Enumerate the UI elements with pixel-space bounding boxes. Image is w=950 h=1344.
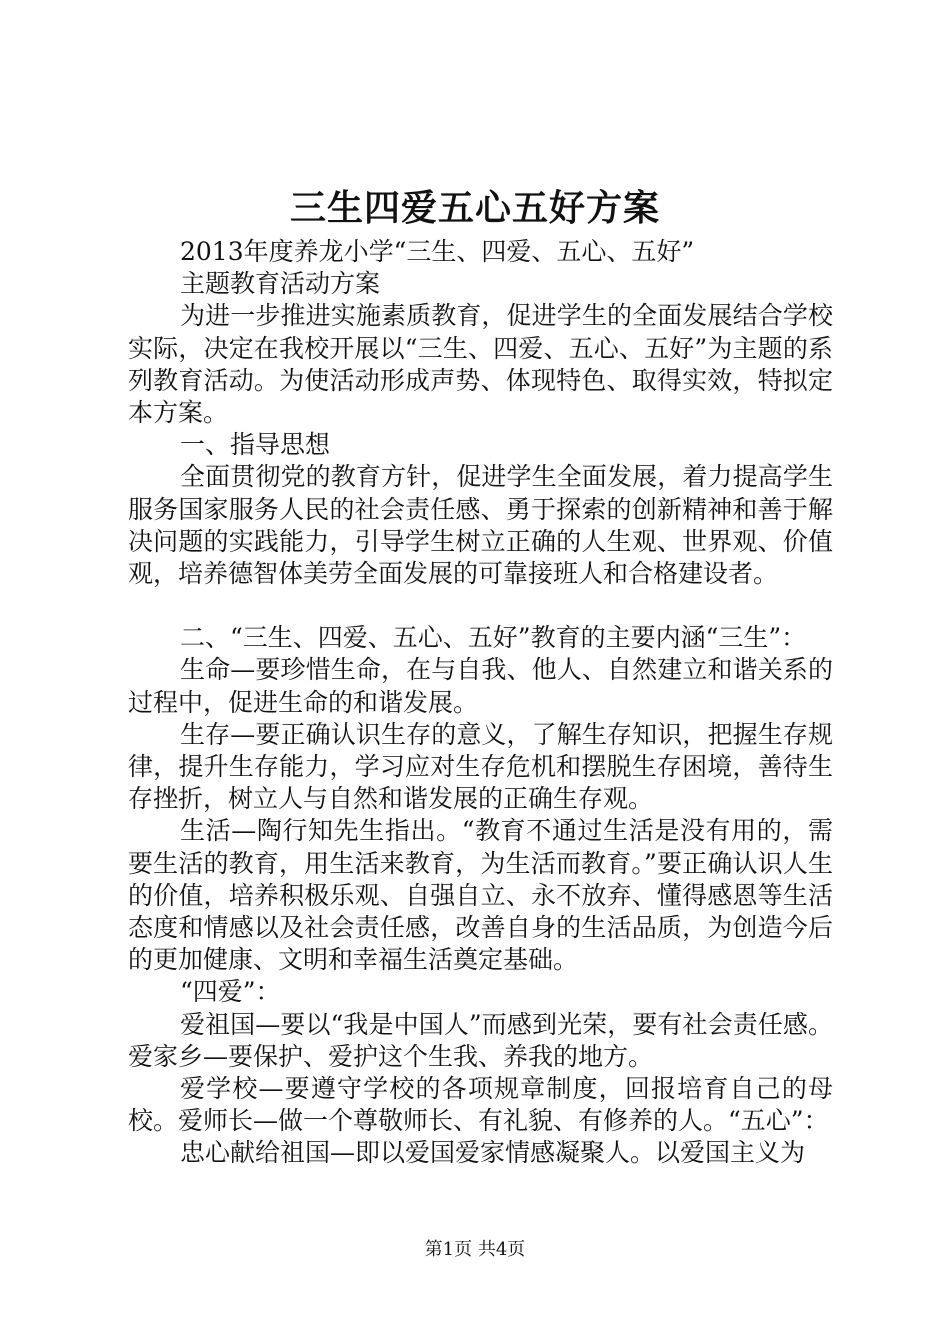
page-footer: 第1页 共4页 — [424, 1239, 526, 1260]
document-title: 三生四爱五心五好方案 — [289, 187, 660, 229]
section-heading-main-content: 二、“三生、四爱、五心、五好”教育的主要内涵“三生”： — [180, 623, 807, 653]
heading-four-loves: “四爱”： — [180, 977, 281, 1007]
intro-paragraph: 为进一步推进实施素质教育，促进学生的全面发展结合学校实际，决定在我校开展以“三生、四爱、五心、五好”为主题的系列教育活动。为使活动形成声势、体现特色、取得实效，特拟定本方案。 — [128, 301, 833, 428]
paragraph-life: 生命—要珍惜生命，在与自我、他人、自然建立和谐关系的过程中，促进生命的和谐发展。 — [128, 655, 833, 717]
paragraph-spacer — [128, 590, 833, 622]
guiding-ideology-paragraph: 全面贯彻党的教育方针，促进学生全面发展，着力提高学生服务国家服务人民的社会责任感、勇于探索的创新精神和善于解决问题的实践能力，引导学生树立正确的人生观、世界观、价值观，培养德智体美劳全面发展的可靠接班人和合格建设者。 — [128, 462, 833, 589]
paragraph-living: 生活—陶行知先生指出。“教育不通过生活是没有用的，需要生活的教育，用生活来教育，为生活而教育。”要正确认识人生的价值，培养积极乐观、自强自立、永不放弃、懂得感恩等生活态度和情感以及社会责任感，改善自身的生活品质，为创造今后的更加健康、文明和幸福生活奠定基础。 — [128, 816, 833, 975]
section-heading-guiding-ideology: 一、指导思想 — [180, 430, 331, 460]
document-body — [128, 236, 833, 1170]
paragraph-love-school: 爱学校—要遵守学校的各项规章制度，回报培育自己的母校。爱师长—做一个尊敬师长、有礼貌、有修养的人。“五心”： — [128, 1074, 833, 1136]
paragraph-survival: 生存—要正确认识生存的意义，了解生存知识，把握生存规律，提升生存能力，学习应对生存危机和摆脱生存困境，善待生存挫折，树立人与自然和谐发展的正确生存观。 — [128, 719, 833, 814]
subtitle-line-2: 主题教育活动方案 — [180, 269, 381, 299]
paragraph-loyal-heart: 忠心献给祖国—即以爱国爱家情感凝聚人。以爱国主义为 — [180, 1138, 806, 1168]
paragraph-love-country: 爱祖国—要以“我是中国人”而感到光荣，要有社会责任感。爱家乡—要保护、爱护这个生我、养我的地方。 — [128, 1009, 833, 1071]
subtitle-line-1: 2013年度养龙小学“三生、四爱、五心、五好” — [180, 237, 695, 266]
